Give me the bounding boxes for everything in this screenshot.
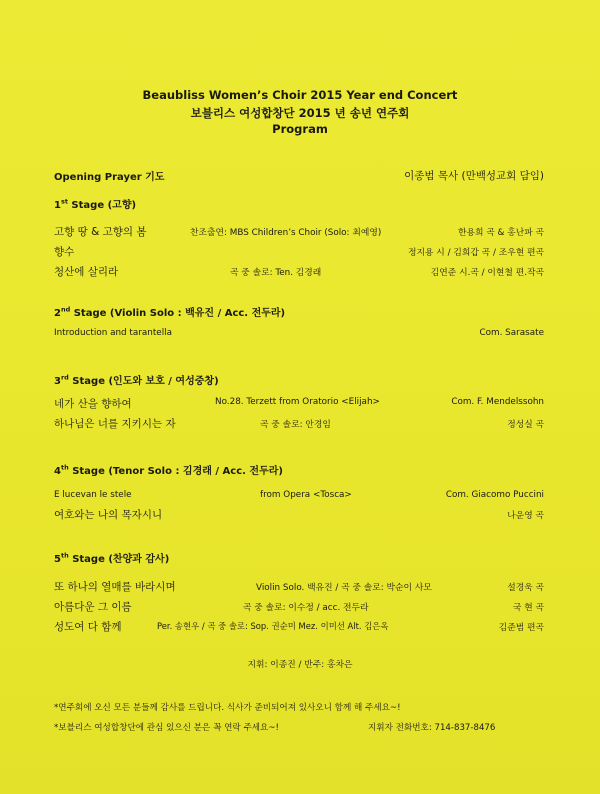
stage-5-row-2-composer: 국 현 곡 xyxy=(512,603,544,613)
program-heading: Program xyxy=(272,122,328,136)
stage-5-row-3-title: 성도여 다 함께 xyxy=(54,621,122,633)
footer-note-contact: *보블리스 여성합창단에 관심 있으신 분은 꼭 연락 주세요~! xyxy=(54,723,280,733)
stage-3-row-2-composer: 정성실 곡 xyxy=(507,420,544,430)
stage-1-row-3-composer: 김연준 시.곡 / 이현철 편.작곡 xyxy=(430,268,544,278)
stage-3-heading: 3rd Stage (인도와 보호 / 여성중창) xyxy=(54,373,219,387)
stage-5-row-1-performer: Violin Solo. 백유진 / 곡 중 솔로: 박순이 사모 xyxy=(256,583,432,593)
stage-4-row-2-composer: 나운영 곡 xyxy=(507,511,544,521)
stage-5-row-1-composer: 설경욱 곡 xyxy=(507,583,544,593)
stage-1-row-1-title: 고향 땅 & 고향의 봄 xyxy=(54,226,147,238)
stage-1-row-1-performer: 찬조출연: MBS Children’s Choir (Solo: 최예영) xyxy=(190,228,382,238)
stage-5-row-2-performer: 곡 중 솔로: 이수정 / acc. 전두라 xyxy=(243,603,369,613)
stage-2-row-1-composer: Com. Sarasate xyxy=(479,328,544,338)
footer-note-thanks: *연주회에 오신 모든 분들께 감사를 드립니다. 식사가 준비되어져 있사오니 함께 해 주세요~! xyxy=(54,703,401,713)
stage-1-row-3-performer: 곡 중 솔로: Ten. 김경래 xyxy=(230,268,322,278)
opening-prayer-person: 이종범 목사 (만백성교회 담임) xyxy=(404,170,544,182)
concert-title-english: Beaubliss Women’s Choir 2015 Year end Concert xyxy=(142,88,458,102)
stage-5-row-3-performer: Per. 송현우 / 곡 중 솔로: Sop. 권순미 Mez. 이미선 Alt. 김은옥 xyxy=(157,621,389,631)
stage-4-row-1-composer: Com. Giacomo Puccini xyxy=(445,490,544,500)
stage-1-row-2-composer: 정지용 시 / 김희갑 곡 / 조우현 편곡 xyxy=(408,248,544,258)
stage-3-row-2-performer: 곡 중 솔로: 안경임 xyxy=(260,420,331,430)
stage-4-row-2-title: 여호와는 나의 목자시니 xyxy=(54,509,163,521)
stage-2-row-1-title: Introduction and tarantella xyxy=(54,328,172,338)
stage-3-row-2-title: 하나님은 너를 지키시는 자 xyxy=(54,418,176,430)
stage-5-heading: 5th Stage (찬양과 감사) xyxy=(54,551,170,565)
stage-4-row-1-title: E lucevan le stele xyxy=(54,490,132,500)
stage-4-row-1-work: from Opera <Tosca> xyxy=(260,490,352,500)
stage-2-heading: 2nd Stage (Violin Solo : 백유진 / Acc. 전두라) xyxy=(54,305,286,319)
stage-1-row-2-title: 향수 xyxy=(54,246,75,258)
conductor-phone: 지휘자 전화번호: 714-837-8476 xyxy=(368,723,496,733)
stage-3-row-1-work: No.28. Terzett from Oratorio <Elijah> xyxy=(215,397,380,407)
stage-1-row-1-composer: 한용희 곡 & 홍난파 곡 xyxy=(457,228,544,238)
conductor-accompanist: 지휘: 이종진 / 반주: 홍차은 xyxy=(247,660,353,670)
stage-5-row-3-composer: 김준범 편곡 xyxy=(498,623,544,633)
stage-5-row-2-title: 아름다운 그 이름 xyxy=(54,601,132,613)
stage-1-heading: 1st Stage (고향) xyxy=(54,197,137,211)
stage-5-row-1-title: 또 하나의 열매를 바라시며 xyxy=(54,581,176,593)
stage-4-heading: 4th Stage (Tenor Solo : 김경래 / Acc. 전두라) xyxy=(54,463,283,477)
stage-1-row-3-title: 청산에 살리라 xyxy=(54,266,119,278)
concert-title-korean: 보블리스 여성합창단 2015 년 송년 연주회 xyxy=(190,106,410,120)
stage-3-row-1-title: 네가 산을 향하여 xyxy=(54,398,132,410)
opening-prayer-label: Opening Prayer 기도 xyxy=(54,172,165,183)
stage-3-row-1-composer: Com. F. Mendelssohn xyxy=(451,397,544,407)
